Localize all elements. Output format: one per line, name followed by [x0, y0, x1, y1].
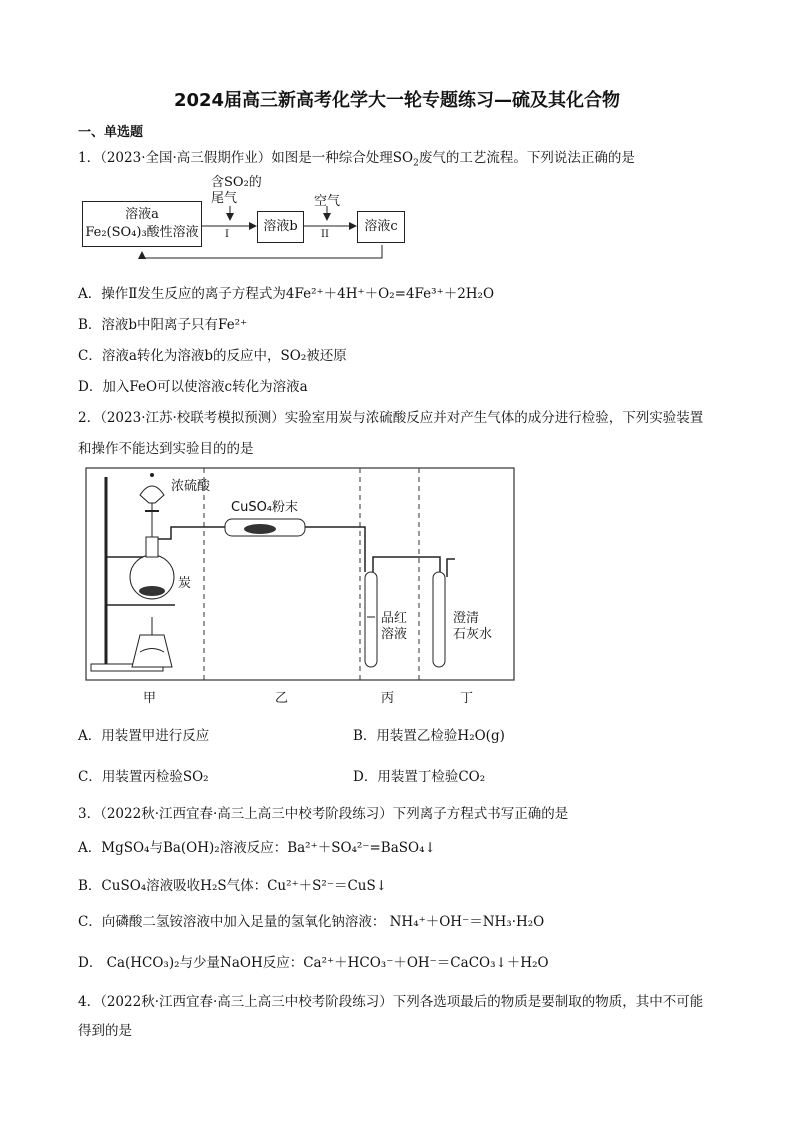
q4-stem-line1: 4．（2022秋·江西宜春·高三上高三中校考阶段练习）下列各选项最后的物质是要制取的物质，其中不可能: [78, 994, 704, 1010]
q3-option-d: D． Ca(HCO₃)₂与少量NaOH反应：Ca²⁺＋HCO₃⁻＋OH⁻＝CaCO₃↓＋H₂O: [78, 955, 549, 971]
q2-option-a: A．用装置甲进行反应: [78, 728, 210, 744]
section-label-ding: 丁: [460, 691, 474, 706]
flow-box-b: 溶液b: [257, 211, 304, 243]
q1-option-c: C．溶液a转化为溶液b的反应中，SO₂被还原: [78, 348, 347, 364]
q2-stem-line2: 和操作不能达到实验目的的是: [78, 441, 254, 457]
section-label-jia: 甲: [143, 691, 157, 706]
label-lime-water: 澄清 石灰水: [453, 611, 493, 642]
q2-option-b: B．用装置乙检验H₂O(g): [353, 728, 505, 744]
flow-input-2: 空气: [314, 194, 341, 209]
q1-stem: 1．（2023·全国·高三假期作业）如图是一种综合处理$SO_2$废气的工艺流程。下列说法正确的是: [78, 150, 635, 169]
flow-box-c: 溶液c: [357, 211, 405, 243]
flow-step-1: I: [225, 229, 229, 240]
flow-input-1: 含SO₂的 尾气: [211, 175, 262, 206]
q3-option-b: B．CuSO₄溶液吸收H₂S气体：Cu²⁺＋S²⁻＝CuS↓: [78, 878, 388, 894]
section-title: 一、单选题: [78, 125, 144, 140]
q1-option-b: B．溶液b中阳离子只有Fe²⁺: [78, 317, 248, 333]
flow-step-2: II: [321, 229, 329, 240]
q3-stem: 3．（2022秋·江西宜春·高三上高三中校考阶段练习）下列离子方程式书写正确的是: [78, 806, 569, 822]
flow-box-a: 溶液a Fe₂(SO₄)₃酸性溶液: [82, 201, 202, 247]
q2-apparatus-figure: [85, 467, 515, 707]
page-title: 2024届高三新高考化学大一轮专题练习—硫及其化合物: [173, 90, 621, 111]
q1-option-d: D．加入FeO可以使溶液c转化为溶液a: [78, 379, 308, 395]
label-pinhong: 品红 溶液: [381, 611, 408, 642]
label-carbon: 炭: [178, 576, 192, 591]
section-label-yi: 乙: [275, 691, 289, 706]
q2-option-c: C．用装置丙检验SO₂: [78, 769, 209, 785]
apparatus-drawing: [85, 467, 515, 707]
q1-option-a: A．操作Ⅱ发生反应的离子方程式为4Fe²⁺＋4H⁺＋O₂=4Fe³⁺＋2H₂O: [78, 286, 495, 302]
q3-option-c: C．向磷酸二氢铵溶液中加入足量的氢氧化钠溶液： NH₄⁺＋OH⁻＝NH₃·H₂O: [78, 914, 545, 930]
q3-option-a: A．MgSO₄与Ba(OH)₂溶液反应：Ba²⁺＋SO₄²⁻=BaSO₄↓: [78, 840, 436, 856]
section-label-bing: 丙: [381, 691, 395, 706]
q2-option-d: D．用装置丁检验CO₂: [353, 769, 486, 785]
q4-stem-line2: 得到的是: [78, 1023, 132, 1039]
label-cuso4: CuSO₄粉末: [231, 500, 299, 515]
label-acid: 浓硫酸: [171, 479, 211, 494]
q2-stem-line1: 2．（2023·江苏·校联考模拟预测）实验室用炭与浓硫酸反应并对产生气体的成分进行检验，下列实验装置: [78, 410, 704, 426]
